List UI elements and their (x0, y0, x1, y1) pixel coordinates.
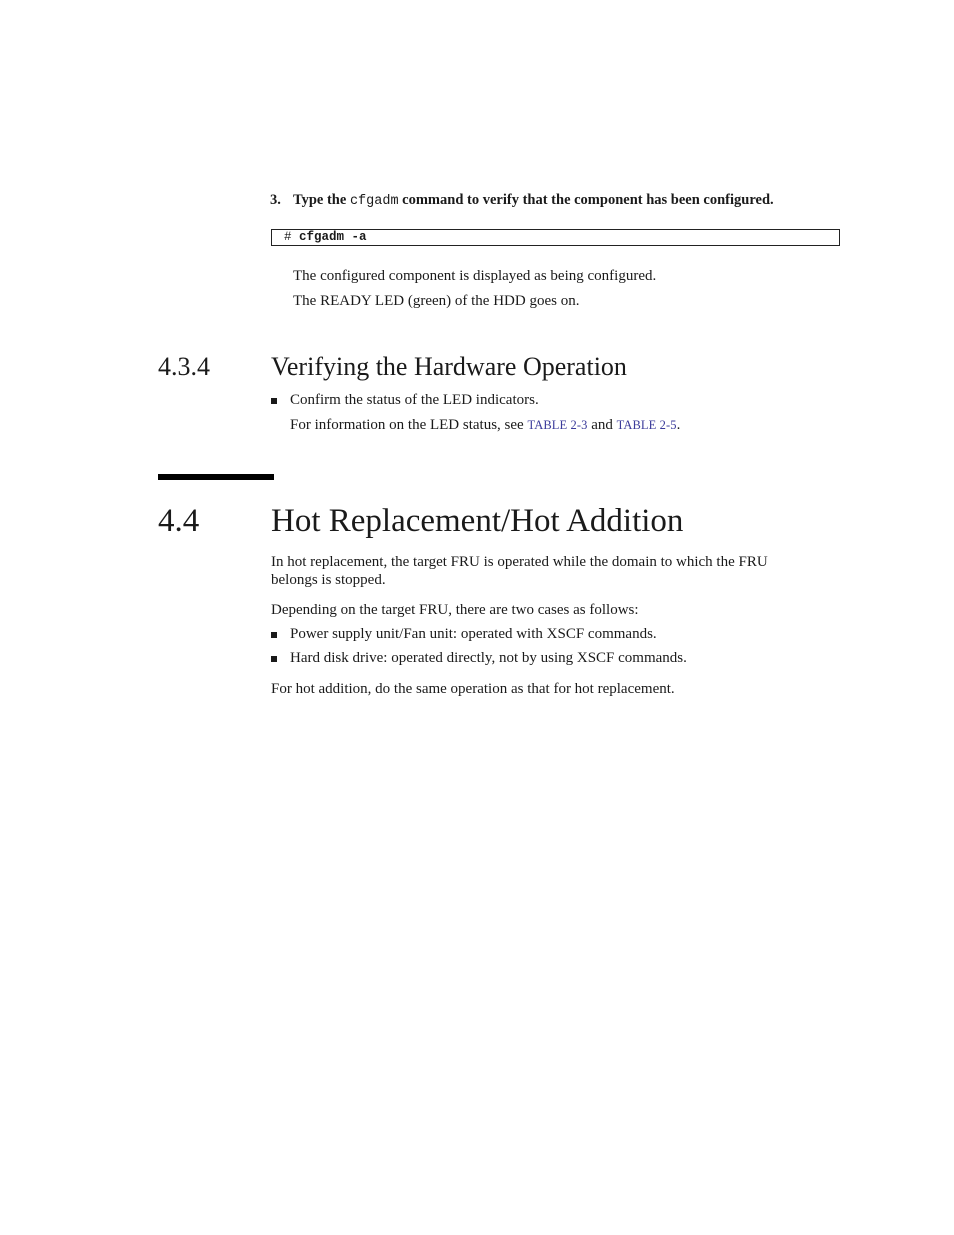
para1-line2: belongs is stopped. (271, 572, 386, 588)
section-434-title: Verifying the Hardware Operation (271, 352, 627, 381)
code-block (271, 229, 840, 246)
code-prompt: # (284, 230, 292, 244)
led-info-and: and (587, 417, 617, 433)
table-2-5-link[interactable]: TABLE 2-5 (616, 418, 677, 432)
led-info-end: . (676, 417, 681, 433)
section-44-number: 4.4 (158, 503, 200, 539)
led-info-paragraph (290, 416, 680, 435)
step-text-before: Type the (293, 192, 350, 208)
para1-line1: In hot replacement, the target FRU is operated while the domain to which the FRU (271, 554, 768, 570)
section-434-bullet: Confirm the status of the LED indicators. (290, 392, 539, 408)
section-44-title: Hot Replacement/Hot Addition (271, 503, 684, 539)
para3: For hot addition, do the same operation as that for hot replacement. (271, 681, 675, 697)
section-434-number: 4.3.4 (158, 352, 210, 381)
step-3-instruction (270, 192, 860, 209)
code-command: cfgadm -a (299, 230, 367, 244)
result-line-2: The READY LED (green) of the HDD goes on. (293, 293, 580, 309)
result-line-1: The configured component is displayed as being configured. (293, 268, 657, 284)
bullet-square-icon (271, 398, 277, 404)
section-rule (158, 474, 274, 480)
step-text-after: command to verify that the component has been configured. (398, 192, 774, 208)
led-info-text: For information on the LED status, see (290, 417, 528, 433)
table-2-3-link[interactable]: TABLE 2-3 (527, 418, 588, 432)
bullet-square-icon (271, 656, 277, 662)
step-number: 3. (270, 192, 281, 208)
bullet-square-icon (271, 632, 277, 638)
para2: Depending on the target FRU, there are two cases as follows: (271, 602, 639, 618)
list-item: Hard disk drive: operated directly, not by using XSCF commands. (290, 650, 687, 666)
list-item: Power supply unit/Fan unit: operated with XSCF commands. (290, 626, 657, 642)
inline-command: cfgadm (349, 194, 399, 209)
